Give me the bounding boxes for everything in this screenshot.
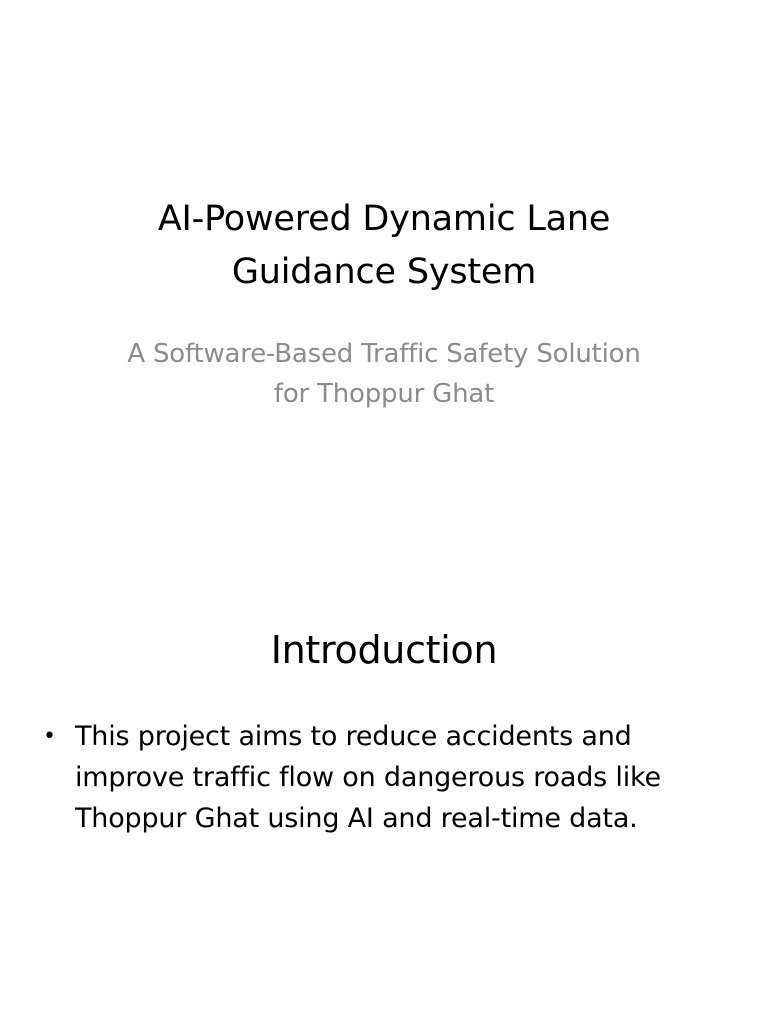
slide-subtitle: A Software-Based Traffic Safety Solution for Thoppur Ghat (127, 339, 641, 409)
introduction-slide (0, 576, 768, 1024)
slide-title: AI-Powered Dynamic Lane Guidance System (157, 199, 611, 292)
bullet-dot-icon: • (43, 724, 56, 749)
bullet-item (38, 716, 738, 839)
slide-heading: Introduction (270, 628, 498, 672)
bullet-text: This project aims to reduce accidents and improve traffic flow on dangerous roads like Thoppur Ghat using AI and real-time data. (75, 721, 661, 834)
bullet-list (38, 716, 738, 839)
